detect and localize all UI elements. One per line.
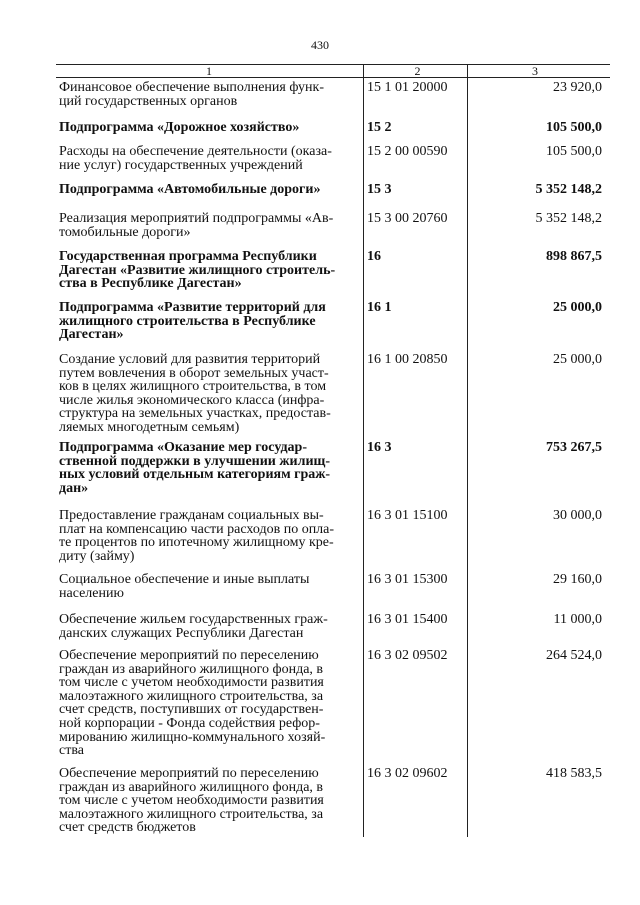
table-header-row bbox=[56, 65, 610, 78]
row-amount: 11 000,0 bbox=[553, 612, 602, 627]
row-code: 15 1 01 20000 bbox=[367, 80, 448, 95]
row-code: 15 2 00 00590 bbox=[367, 144, 448, 159]
row-amount: 5 352 148,2 bbox=[535, 211, 602, 226]
row-name: Обеспечение мероприятий по переселению граждан из аварийного жилищного фонда, в том числе с учетом необходимости развития малоэтажного жилищного строительства, за счет средств, поступивших от государствен- ной корпорации - Фонда содействия рефор- мированию жилищно-коммунального хозяй- ства bbox=[59, 648, 326, 759]
table-body bbox=[56, 78, 610, 837]
row-code: 16 3 01 15400 bbox=[367, 612, 448, 627]
row-amount: 30 000,0 bbox=[553, 508, 602, 523]
row-name: Создание условий для развития территорий путем вовлечения в оборот земельных участ- ков в целях жилищного строительства, в том числе жилья экономического класса (инфра- структура на земельных участках, предостав- ляемых многодетным семьям) bbox=[59, 352, 331, 435]
row-name: Государственная программа Республики Дагестан «Развитие жилищного строитель- ства в Республике Дагестан» bbox=[59, 249, 336, 292]
table-row bbox=[56, 767, 610, 835]
row-code: 15 3 bbox=[367, 182, 392, 197]
table-row bbox=[56, 353, 610, 435]
row-amount: 418 583,5 bbox=[546, 766, 602, 781]
row-name: Подпрограмма «Оказание мер государ- ственной поддержки в улучшении жилищ- ных условий отдельным категориям граж- дан» bbox=[59, 440, 331, 496]
row-code: 16 3 bbox=[367, 440, 392, 455]
row-name: Предоставление гражданам социальных вы- плат на компенсацию части расходов по опла- те процентов по ипотечному жилищному кре- диту (займу) bbox=[59, 508, 335, 564]
table-row bbox=[56, 649, 610, 758]
row-amount: 898 867,5 bbox=[546, 249, 602, 264]
page-number: 430 bbox=[311, 38, 329, 52]
table-row bbox=[56, 301, 610, 342]
row-code: 16 bbox=[367, 249, 381, 264]
table-row bbox=[56, 250, 610, 291]
row-code: 16 3 02 09502 bbox=[367, 648, 448, 663]
row-code: 16 1 bbox=[367, 300, 392, 315]
row-name: Расходы на обеспечение деятельности (оказа- ние услуг) государственных учреждений bbox=[59, 144, 332, 173]
row-code: 16 3 02 09602 bbox=[367, 766, 448, 781]
row-amount: 29 160,0 bbox=[553, 572, 602, 587]
row-name: Подпрограмма «Развитие территорий для жилищного строительства в Республике Дагестан» bbox=[59, 300, 326, 343]
table-row bbox=[56, 441, 610, 495]
row-code: 15 3 00 20760 bbox=[367, 211, 448, 226]
table-row bbox=[56, 145, 610, 172]
header-col-1: 1 bbox=[206, 64, 212, 78]
row-code: 15 2 bbox=[367, 120, 392, 135]
row-code: 16 1 00 20850 bbox=[367, 352, 448, 367]
table-row bbox=[56, 613, 610, 640]
row-amount: 23 920,0 bbox=[553, 80, 602, 95]
header-col-3: 3 bbox=[467, 65, 610, 77]
row-name: Обеспечение жильем государственных граж- данских служащих Республики Дагестан bbox=[59, 612, 328, 641]
table-row bbox=[56, 121, 610, 135]
table-row bbox=[56, 81, 610, 108]
row-code: 16 3 01 15100 bbox=[367, 508, 448, 523]
row-amount: 105 500,0 bbox=[546, 120, 602, 135]
row-amount: 25 000,0 bbox=[553, 352, 602, 367]
row-amount: 5 352 148,2 bbox=[535, 182, 602, 197]
row-name: Подпрограмма «Дорожное хозяйство» bbox=[59, 120, 300, 135]
row-code: 16 3 01 15300 bbox=[367, 572, 448, 587]
table-row bbox=[56, 212, 610, 239]
row-amount: 25 000,0 bbox=[553, 300, 602, 315]
table-row bbox=[56, 183, 610, 197]
row-name: Реализация мероприятий подпрограммы «Ав- томобильные дороги» bbox=[59, 211, 334, 240]
row-amount: 105 500,0 bbox=[546, 144, 602, 159]
budget-table bbox=[56, 64, 610, 837]
table-row bbox=[56, 573, 610, 600]
row-name: Обеспечение мероприятий по переселению граждан из аварийного жилищного фонда, в том числе с учетом необходимости развития малоэтажного жилищного строительства, за счет средств бюджетов bbox=[59, 766, 324, 836]
row-amount: 264 524,0 bbox=[546, 648, 602, 663]
table-row bbox=[56, 509, 610, 563]
row-name: Финансовое обеспечение выполнения функ- ций государственных органов bbox=[59, 80, 325, 109]
row-amount: 753 267,5 bbox=[546, 440, 602, 455]
row-name: Подпрограмма «Автомобильные дороги» bbox=[59, 182, 321, 197]
row-name: Социальное обеспечение и иные выплаты населению bbox=[59, 572, 310, 601]
header-col-2: 2 bbox=[363, 65, 467, 77]
